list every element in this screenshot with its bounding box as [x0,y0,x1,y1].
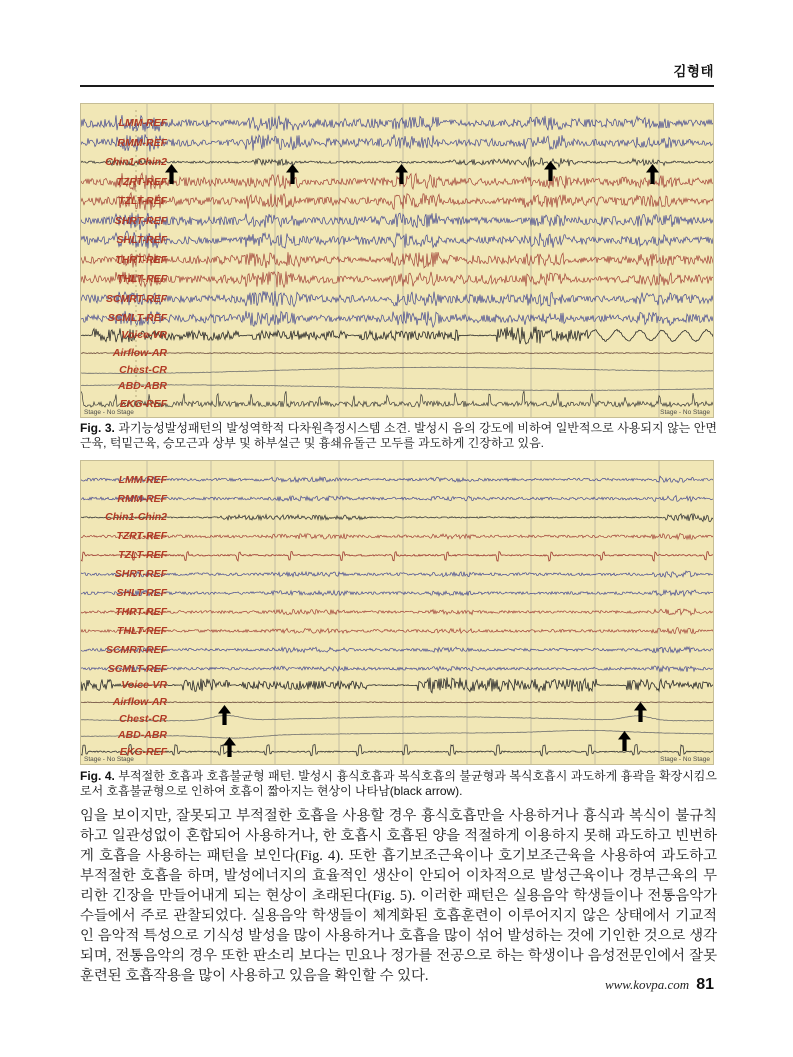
channel-label-thrt-ref: THRT-REF [115,253,167,266]
waveform-traces [81,104,714,418]
channel-label-lmm-ref: LMM-REF [118,473,167,486]
channel-trace-lmm-ref [81,476,714,482]
channel-trace-chin1-chin2 [81,511,714,524]
channel-label-airflow-ar: Airflow-AR [112,347,167,360]
black-arrow-icon [395,164,408,184]
channel-trace-thrt-ref [81,252,714,268]
channel-trace-scmlt-ref [81,311,714,327]
channel-label-rmm-ref: RMM-REF [117,136,167,149]
body-paragraph: 임을 보이지만, 잘못되고 부적절한 호흡을 사용할 경우 흉식호흡만을 사용하거나 흉식과 복식이 불규칙하고 일관성없이 혼합되어 사용하거나, 한 호흡시 호흡된 양을 적절하게 이용하지 못해 과도하고 빈번하게 호흡을 사용하는 패턴을 보인다(Fig. 4). 또한 흡기보조근육이나 호기보조근육을 사용하여 과도하고 부적절한 호흡을 하며, 발성에너지의 효율적인 생산이 안되어 이차적으로 발성근육이나 경부근육의 무리한 긴장을 만들어내게 되는 현상이 초래된다(Fig. 5). 이러한 패턴은 실용음악 학생들이나 전통음악가수들에서 주로 관찰되었다. 실용음악 학생들이 체계화된 호흡훈련이 이루어지지 않은 상태에서 기교적인 음악적 특성으로 기식성 발성을 많이 사용하거나 호흡을 많이 섞어 발성하는 것에 기인한 것으로 생각되며, 전통음악의 경우 또한 판소리 보다는 민요나 정가를 전공으로 하는 학생이나 음성전문인에서 잘못 훈련된 호흡작용을 많이 사용하고 있음을 확인할 수 있다. [80,808,717,984]
channel-trace-tzlt-ref [81,193,714,210]
channel-label-abd-abr: ABD-ABR [118,728,167,741]
channel-label-scmrt-ref: SCMRT-REF [105,643,167,656]
channel-trace-scmrt-ref [81,647,714,653]
channel-trace-chest-cr [81,364,714,377]
channel-trace-shlt-ref [81,587,714,600]
channel-label-scmlt-ref: SCMLT-REF [107,312,167,325]
stage-annotation-left: Stage - No Stage [84,409,134,416]
figure3-caption [80,421,717,451]
channel-trace-lmm-ref [81,115,714,132]
figure4-caption-text: 부적절한 호흡과 호흡불균형 패턴. 발성시 흉식호흡과 복식호흡의 불균형과 복식호흡시 과도하게 흉곽을 확장시킴으로서 호흡불균형으로 인하여 호흡이 짧아지는 현상이 나타남(black arrow). [80,769,717,798]
channel-label-ekg-ref: EKG-REF [119,398,167,411]
channel-trace-shrt-ref [81,571,714,577]
channel-label-thlt-ref: THLT-REF [117,273,167,286]
channel-label-chin1-chin2: Chin1-Chin2 [105,156,167,169]
page-header [80,60,714,87]
figure3-caption-label: Fig. 3. [80,421,115,435]
page-number: 81 [696,976,714,993]
channel-trace-shrt-ref [81,213,714,230]
stage-annotation-left: Stage - No Stage [84,756,134,763]
channel-trace-chest-cr [81,715,714,721]
channel-trace-thrt-ref [81,609,714,615]
channel-label-abd-abr: ABD-ABR [118,380,167,393]
channel-trace-airflow-ar [81,353,714,354]
black-arrow-icon [646,164,659,184]
channel-trace-voice-vr [81,677,714,692]
channel-trace-ekg-ref [81,391,714,407]
figure4-caption-label: Fig. 4. [80,769,115,783]
black-arrow-icon [618,731,631,751]
channel-label-shrt-ref: SHRT-REF [114,568,167,581]
channel-label-chest-cr: Chest-CR [119,364,167,377]
channel-label-chest-cr: Chest-CR [119,712,167,725]
channel-label-rmm-ref: RMM-REF [117,492,167,505]
channel-trace-rmm-ref [81,496,714,502]
channel-label-tzrt-ref: TZRT-REF [116,530,167,543]
channel-label-ekg-ref: EKG-REF [119,745,167,758]
figure4-waveform-panel [80,460,714,765]
figure3-caption-text: 과기능성발성패턴의 발성역학적 다차원측정시스템 소견. 발성시 음의 강도에 비하여 일반적으로 사용되지 않는 안면근육, 턱밑근육, 승모근과 상부 및 하부설근 및 흉쇄유돌근 모두를 과도하게 긴장하고 있음. [80,421,717,450]
channel-label-thrt-ref: THRT-REF [115,606,167,618]
channel-trace-thlt-ref [81,271,714,287]
black-arrow-icon [634,702,647,722]
channel-label-chin1-chin2: Chin1-Chin2 [105,511,167,524]
stage-annotation-right: Stage - No Stage [660,409,710,416]
channel-label-shlt-ref: SHLT-REF [116,587,167,600]
channel-label-lmm-ref: LMM-REF [118,117,167,130]
black-arrow-icon [218,705,231,725]
channel-trace-tzrt-ref [81,533,714,539]
channel-trace-scmlt-ref [81,666,714,672]
stage-annotation-right: Stage - No Stage [660,756,710,763]
channel-label-scmlt-ref: SCMLT-REF [107,662,167,675]
channel-label-voice-vr: Voice-VR [121,679,167,692]
page-footer [605,976,714,994]
channel-trace-voice-vr [81,327,714,345]
black-arrow-icon [165,164,178,184]
figure3-waveform-panel [80,103,714,418]
channel-trace-thlt-ref [81,628,714,634]
black-arrow-icon [286,164,299,184]
channel-trace-abd-abr [81,385,714,391]
waveform-traces [81,461,714,765]
channel-trace-tzlt-ref [81,549,714,562]
figure4-caption [80,769,717,799]
channel-label-tzrt-ref: TZRT-REF [116,175,167,188]
black-arrow-icon [223,737,236,757]
channel-label-airflow-ar: Airflow-AR [112,696,167,709]
channel-label-voice-vr: Voice-VR [121,329,167,342]
channel-trace-scmrt-ref [81,291,714,307]
author-name: 김형태 [673,64,714,79]
journal-website: www.kovpa.com [604,977,690,992]
channel-label-thlt-ref: THLT-REF [117,624,167,637]
channel-trace-rmm-ref [81,134,714,151]
channel-label-shrt-ref: SHRT-REF [114,214,167,227]
black-arrow-icon [544,161,557,181]
channel-label-tzlt-ref: TZLT-REF [118,195,167,208]
channel-label-tzlt-ref: TZLT-REF [118,549,167,562]
channel-trace-airflow-ar [81,702,714,703]
channel-label-shlt-ref: SHLT-REF [116,234,167,247]
channel-label-scmrt-ref: SCMRT-REF [105,292,167,305]
channel-trace-shlt-ref [81,231,714,248]
